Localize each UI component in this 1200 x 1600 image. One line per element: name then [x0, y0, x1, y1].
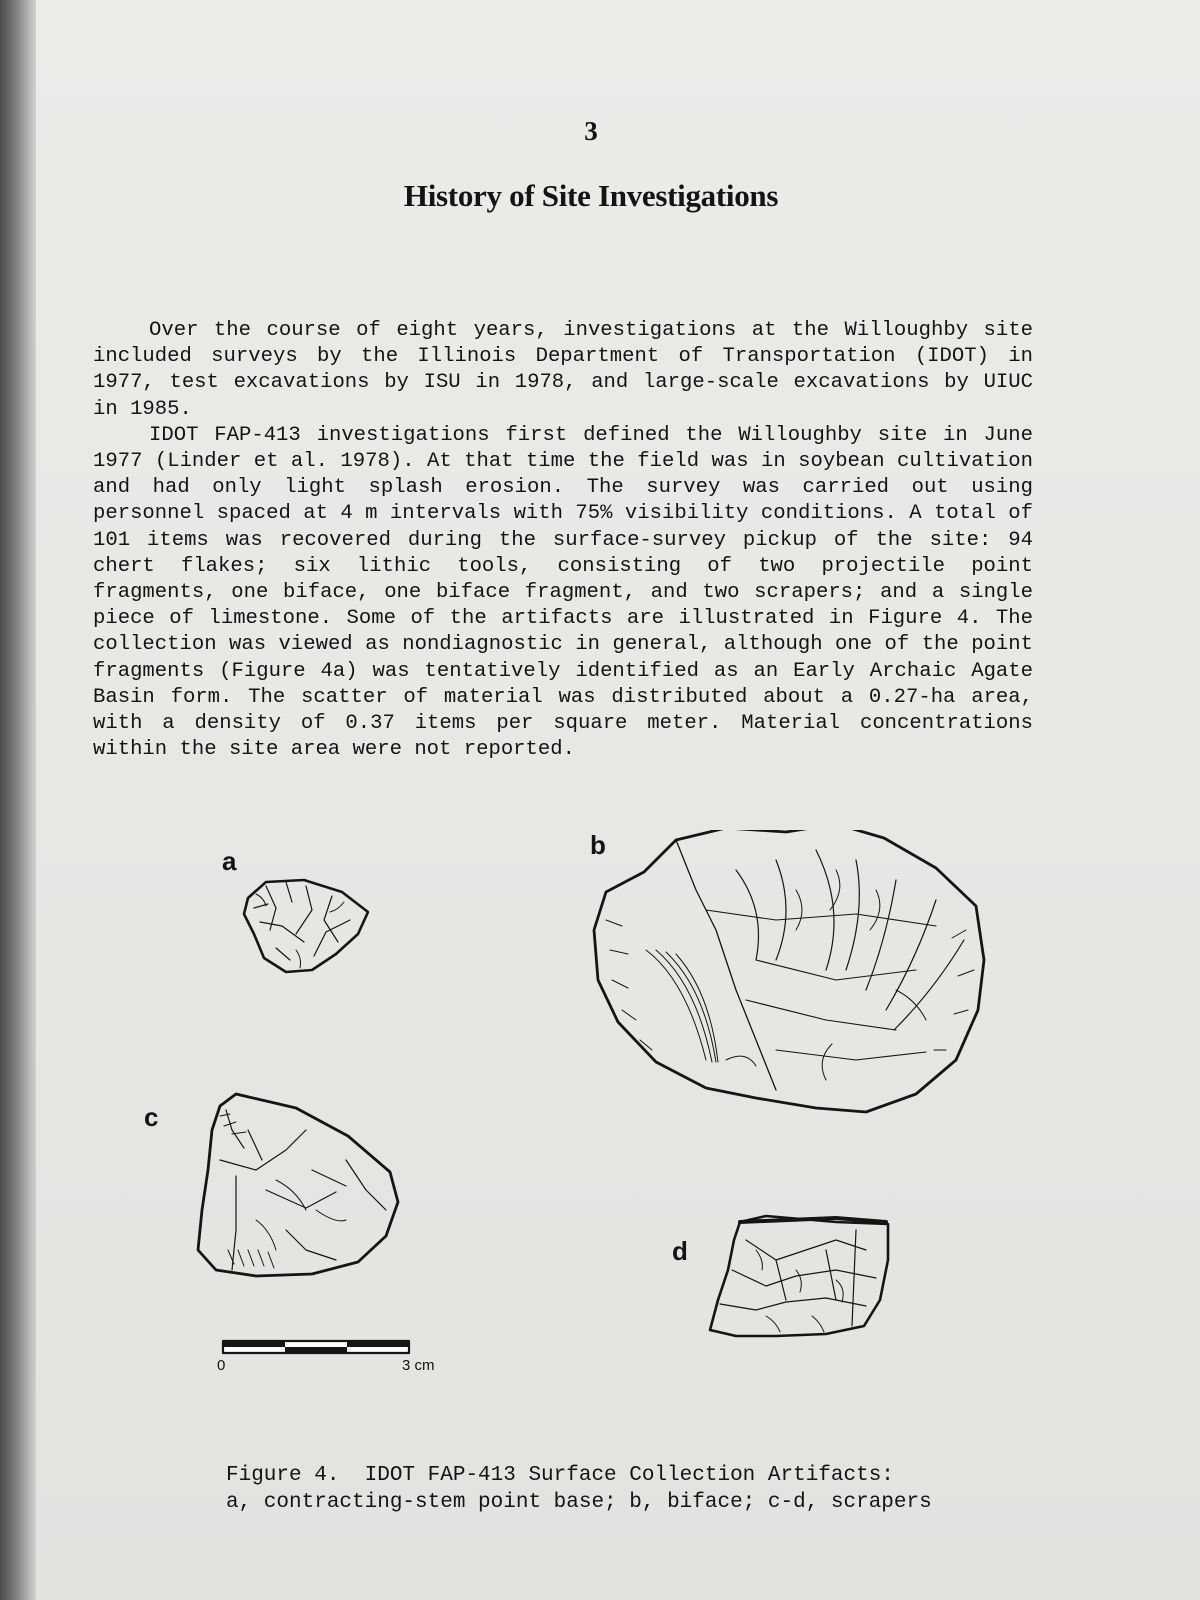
- caption-line-2: a, contracting-stem point base; b, biface; c-d, scrapers: [226, 1491, 932, 1514]
- artifact-a-drawing: [244, 880, 368, 972]
- book-page: [36, 0, 1200, 1600]
- artifact-b-drawing: [594, 830, 984, 1112]
- figure-label-d: d: [672, 1236, 688, 1266]
- page-number: 3: [584, 116, 598, 146]
- chapter-title: History of Site Investigations: [403, 178, 779, 213]
- paragraph-1: Over the course of eight years, investigations at the Willoughby site included surveys by the Illinois Department of Transportation (IDOT) in 1977, test excavations by ISU in 1978, and large-scale excavations by UIUC in 1985.: [93, 319, 1033, 421]
- scale-bar: [223, 1341, 409, 1353]
- figure-label-c: c: [144, 1102, 159, 1132]
- figure-label-b: b: [590, 830, 606, 860]
- paragraph-2: IDOT FAP-413 investigations first defined the Willoughby site in June 1977 (Linder et al. 1978). At that time the field was in soybean cultivation and had only light splash erosion. The survey was carried out using personnel spaced at 4 m intervals with 75% visibility conditions. A total of 101 items was recovered during the surface-survey pickup of the site: 94 chert flakes; six lithic tools, consisting of two projectile point fragments, one biface, one biface fragment, and two scrapers; and a single piece of limestone. Some of the artifacts are illustrated in Figure 4. The collection was viewed as nondiagnostic in general, although one of the point fragments (Figure 4a) was tentatively identified as an Early Archaic Agate Basin form. The scatter of material was distributed about a 0.27-ha area, with a density of 0.37 items per square meter. Material concentrations within the site area were not reported.: [93, 423, 1033, 762]
- scale-start-label: 0: [217, 1357, 226, 1374]
- scale-end-label: 3 cm: [402, 1357, 435, 1374]
- figure-caption: [226, 1462, 1026, 1516]
- artifact-drawings: [136, 830, 1056, 1410]
- figure-label-a: a: [222, 846, 237, 876]
- caption-line-1: Figure 4. IDOT FAP-413 Surface Collection Artifacts:: [226, 1464, 894, 1487]
- figure-4: [136, 830, 1056, 1410]
- artifact-c-drawing: [198, 1094, 398, 1276]
- artifact-d-drawing: [710, 1216, 888, 1336]
- body-text: [93, 318, 1033, 763]
